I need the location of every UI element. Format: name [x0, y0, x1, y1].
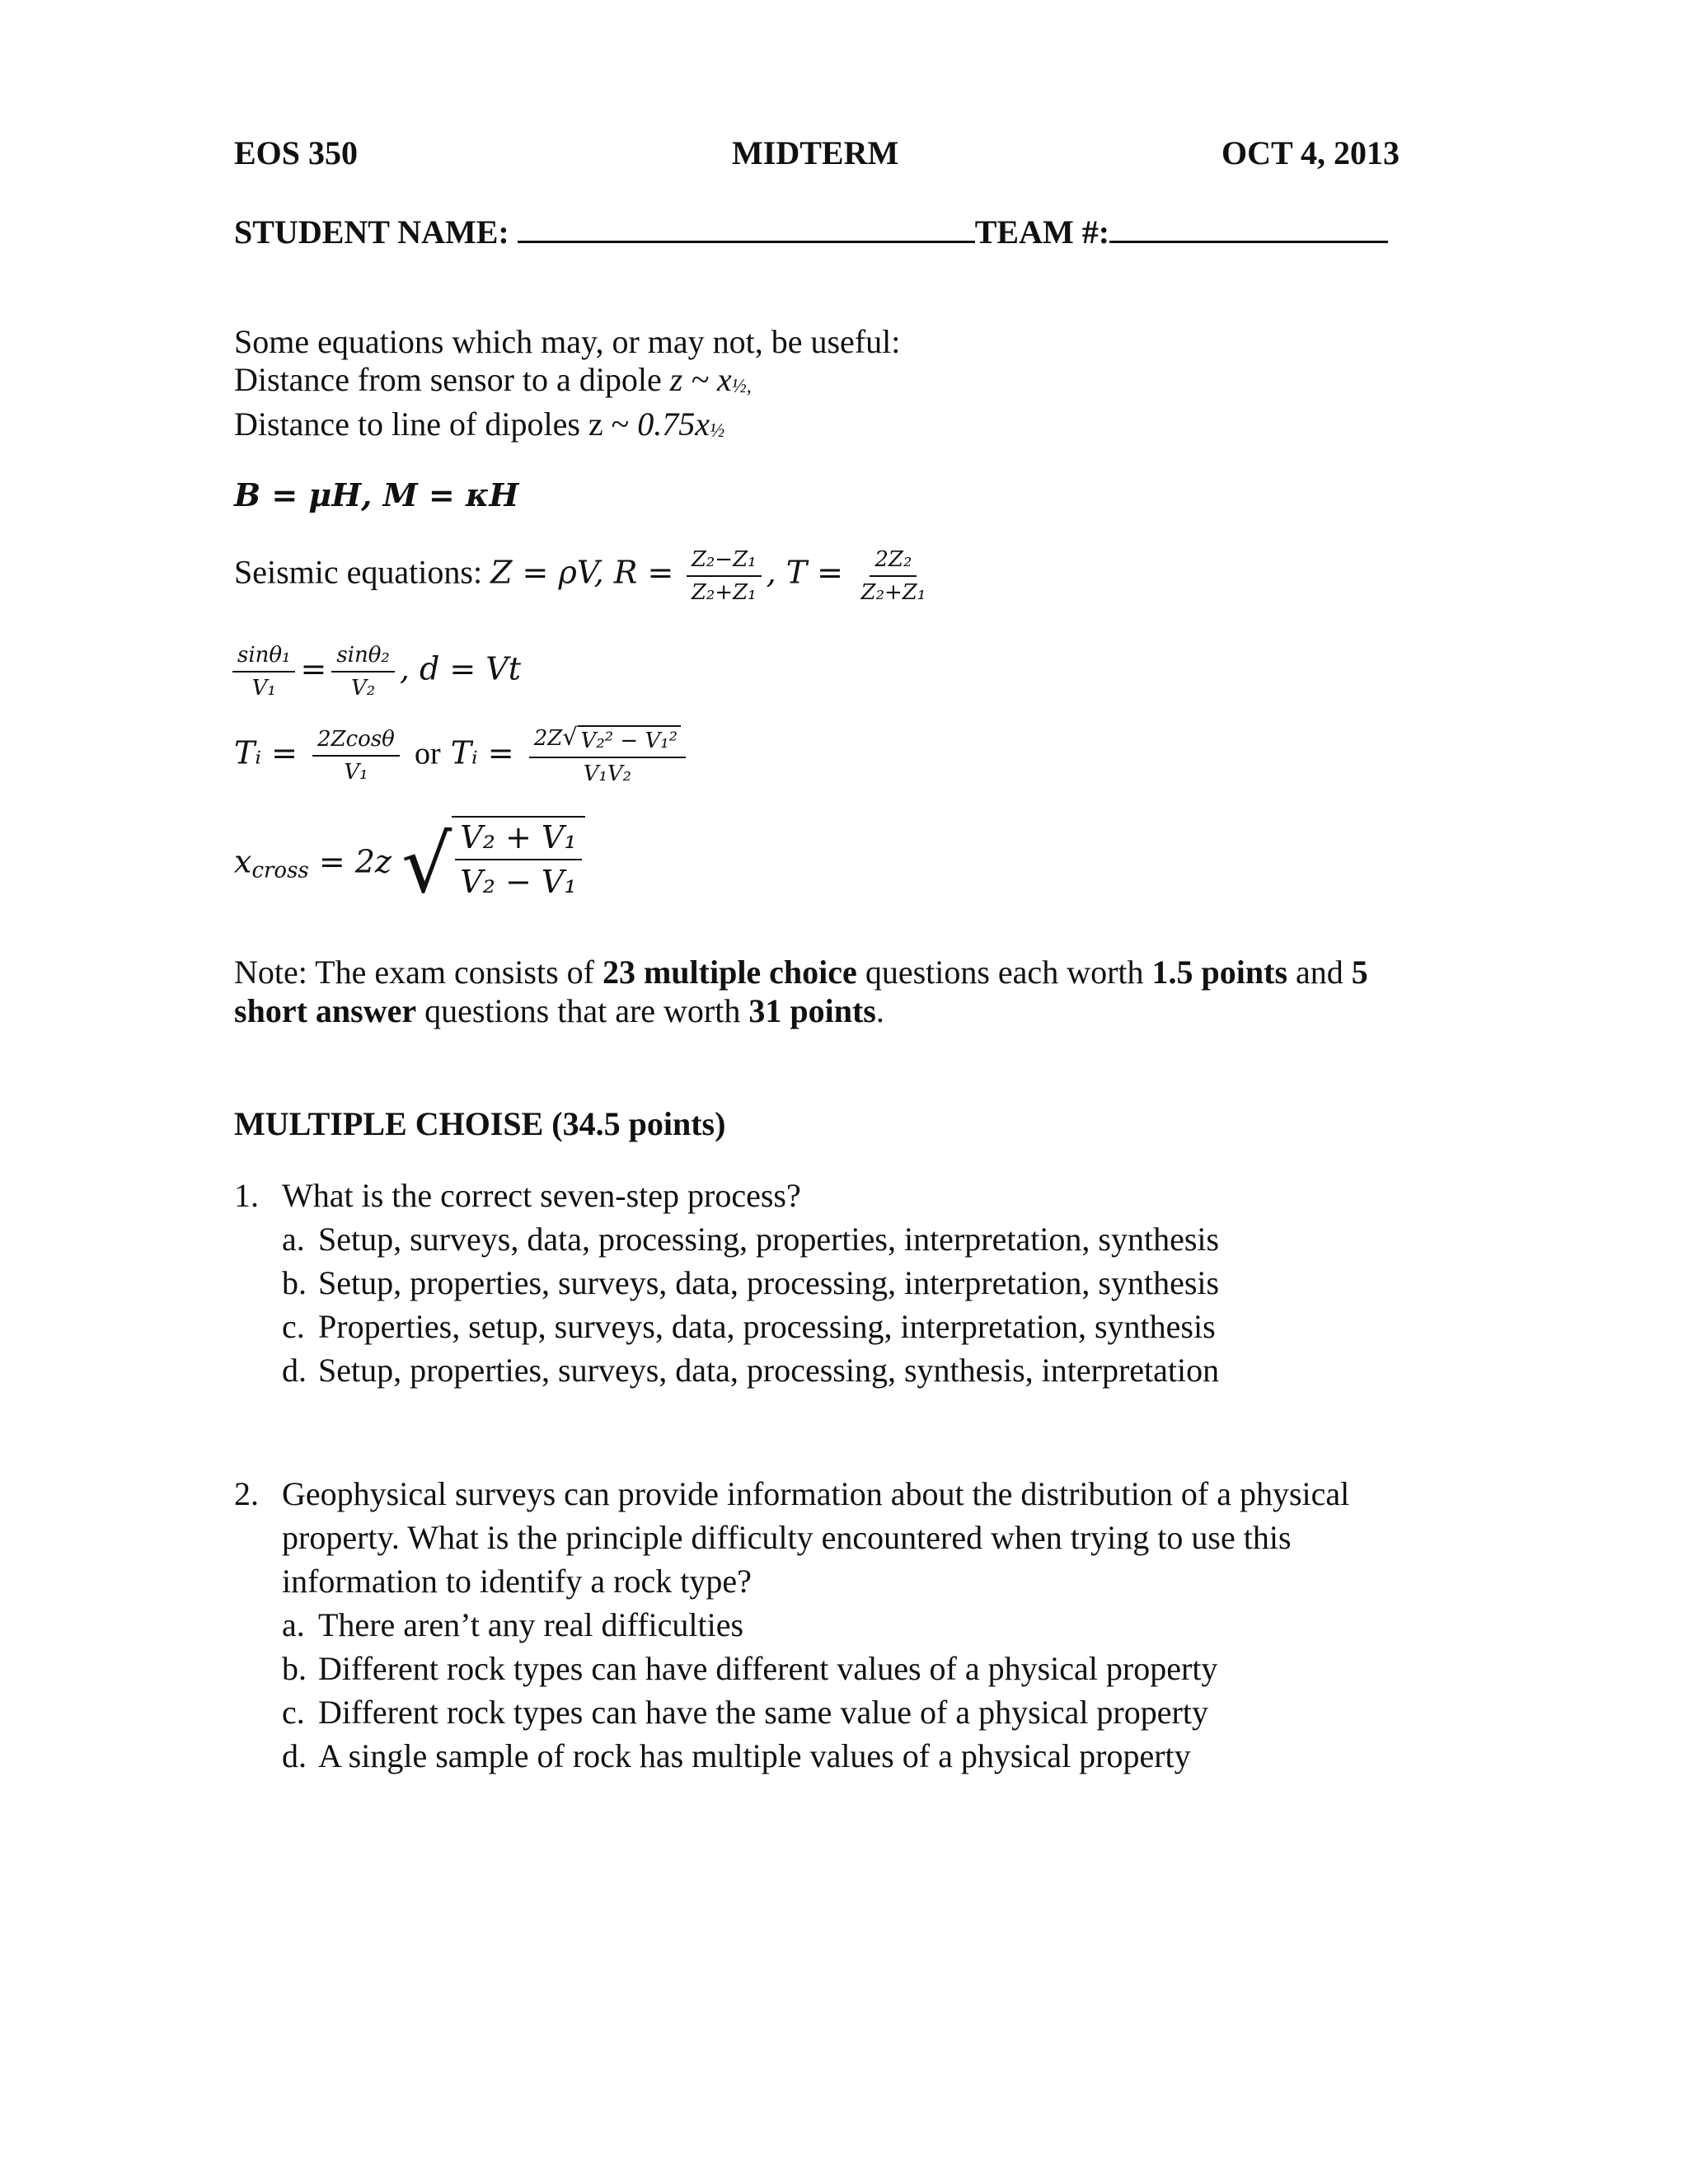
team-label: TEAM #:	[974, 213, 1110, 251]
answer-option[interactable]: c. Different rock types can have the same value of a physical property	[282, 1694, 1208, 1731]
answer-option[interactable]: a. Setup, surveys, data, processing, properties, interpretation, synthesis	[282, 1221, 1220, 1258]
question-number: 2.	[234, 1475, 259, 1512]
crossover-distance-equation: xcross = 2z √ $\frac{\text{V₂ + V₁}}{\text{V₂ − V₁}}$	[234, 816, 585, 913]
student-name-blank[interactable]	[518, 208, 975, 243]
answer-option[interactable]: a. There aren’t any real difficulties	[282, 1606, 744, 1643]
exam-title: MIDTERM	[732, 134, 899, 171]
question-text: What is the correct seven-step process?	[282, 1177, 801, 1214]
student-name-label: STUDENT NAME:	[234, 213, 509, 251]
reflection-fraction: $\frac{\text{Z₂−Z₁}}{\text{Z₂+Z₁}}$	[687, 547, 762, 605]
team-number-blank[interactable]	[1109, 208, 1388, 243]
magnetic-equation: B = μH, M = κH	[234, 476, 519, 513]
course-code: EOS 350	[234, 134, 359, 171]
question-text: Geophysical surveys can provide information about the distribution of a physical property. What is the principle difficulty encountered when trying to use this information to identify a rock type?	[282, 1475, 1350, 1600]
exam-note: Note: The exam consists of 23 multiple choice questions each worth 1.5 points and 5 short answer questions that are worth 31 points.	[234, 954, 1368, 1029]
answer-option[interactable]: b. Different rock types can have different values of a physical property	[282, 1650, 1218, 1687]
section-title: MULTIPLE CHOISE (34.5 points)	[234, 1105, 726, 1142]
seismic-equations: Seismic equations: Z = ρV, R = $\frac{\text{Z₂−Z₁}}{\text{Z₂+Z₁}}$ , T = $\frac{\text{2Z₂}}{\text{Z₂+Z₁}}$	[234, 547, 935, 605]
answer-option[interactable]: d. Setup, properties, surveys, data, processing, synthesis, interpretation	[282, 1352, 1220, 1389]
transmission-fraction: $\frac{\text{2Z₂}}{\text{Z₂+Z₁}}$	[860, 547, 926, 605]
exam-date: OCT 4, 2013	[1221, 134, 1400, 171]
intro-line-2: Distance from sensor to a dipole z ~ x½,	[234, 361, 752, 398]
snells-law: $\frac{\text{sinθ₁}}{\text{V₁}}$ = $\frac{\text{sinθ₂}}{\text{V₂}}$ , d = Vt	[227, 643, 521, 701]
intercept-time-equations: Tᵢ = $\frac{2Zcos\theta}{\text{V₁}}$ or Tᵢ = 2Z √ V₂² − V₁² V₁V₂	[234, 725, 691, 786]
student-info-row	[234, 208, 1388, 251]
question-2	[234, 1472, 1437, 1778]
intro-line-1: Some equations which may, or may not, be useful:	[234, 323, 901, 360]
intro-line-3: Distance to line of dipoles z ~ 0.75x½	[234, 405, 725, 443]
answer-option[interactable]: b. Setup, properties, surveys, data, processing, interpretation, synthesis	[282, 1264, 1220, 1301]
question-number: 1.	[234, 1177, 259, 1214]
answer-option[interactable]: d. A single sample of rock has multiple values of a physical property	[282, 1737, 1191, 1774]
answer-option[interactable]: c. Properties, setup, surveys, data, processing, interpretation, synthesis	[282, 1308, 1216, 1345]
equations-intro	[234, 323, 900, 450]
question-1	[234, 1174, 1437, 1392]
